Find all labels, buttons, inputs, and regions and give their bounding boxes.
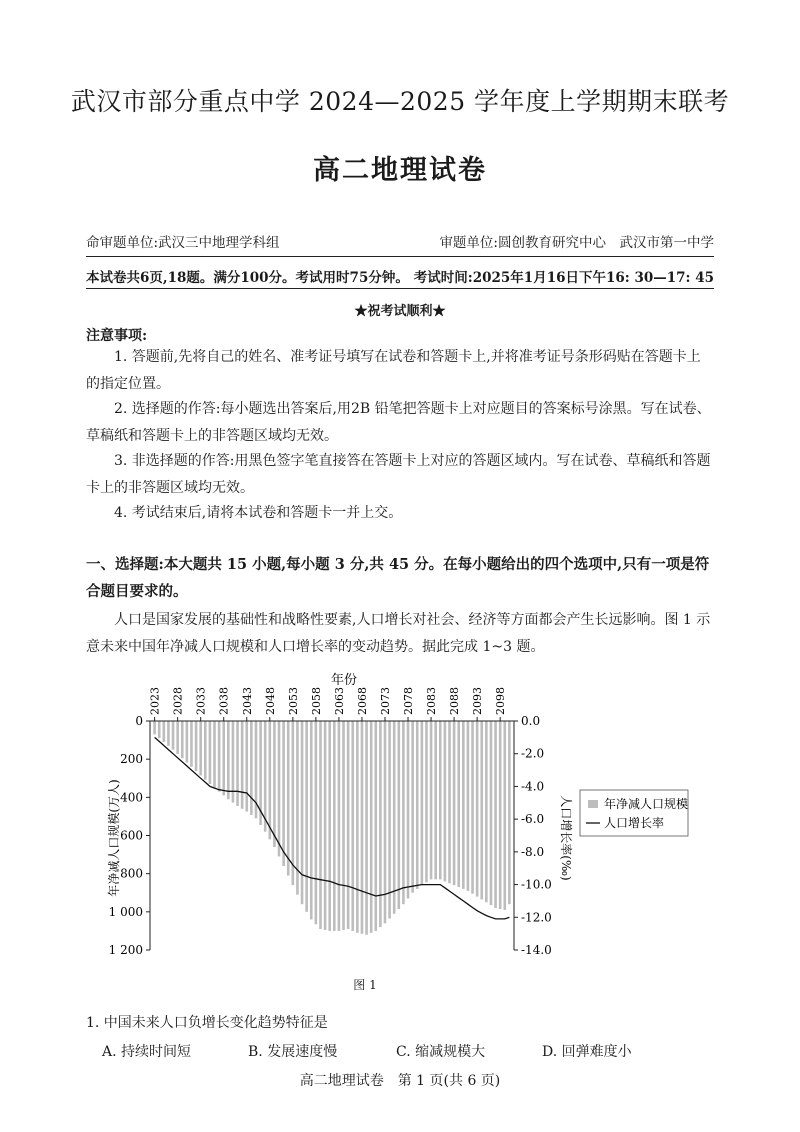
- x-tick-label: 2058: [309, 687, 323, 715]
- bar: [292, 721, 295, 885]
- bar: [204, 721, 207, 780]
- bar: [361, 721, 364, 934]
- chart-title: 年份: [330, 673, 358, 688]
- note-item: 3. 非选择题的作答:用黑色签字笔直接答在答题卡上对应的答题区域内。写在试卷、草稿纸和答题卡上的非答题区域均无效。: [86, 453, 711, 496]
- bar: [319, 721, 322, 929]
- author-unit: 命审题单位:武汉三中地理学科组: [86, 235, 280, 251]
- y-right-tick-label: -6.0: [521, 812, 545, 827]
- legend-line-label: 人口增长率: [604, 816, 665, 830]
- bar: [195, 721, 198, 771]
- section-heading: 一、选择题:本大题共 15 小题,每小题 3 分,共 45 分。在每小题给出的四个选项中,只有一项是符合题目要求的。: [86, 556, 710, 600]
- bar: [444, 721, 447, 881]
- y-left-tick-label: 0: [135, 714, 143, 728]
- bar: [402, 721, 405, 904]
- bar: [338, 721, 341, 931]
- y-left-tick-label: 400: [120, 790, 143, 805]
- exam-time: 考试时间:2025年1月16日下午16: 30—17: 45: [413, 270, 714, 286]
- bar: [218, 721, 221, 792]
- option-b: B. 发展速度慢: [248, 1044, 338, 1060]
- notes-heading: 注意事项:: [86, 328, 148, 344]
- bar: [186, 721, 189, 763]
- bar: [384, 721, 387, 923]
- bar: [374, 721, 377, 931]
- y-right-label: 人口增长率(‰): [559, 795, 573, 881]
- question-stem: 1. 中国未来人口负增长变化趋势特征是: [86, 1015, 328, 1031]
- bar: [434, 721, 437, 879]
- bar: [462, 721, 465, 889]
- y-right-tick-labels: [514, 714, 552, 957]
- x-tick-label: 2068: [355, 687, 369, 715]
- x-tick-label: 2078: [402, 687, 416, 715]
- bar: [476, 721, 479, 897]
- y-right-tick-label: -4.0: [521, 779, 545, 794]
- y-left-tick-label: 1 000: [108, 904, 143, 919]
- y-left-label: 年净减人口规模(万人): [107, 779, 121, 897]
- bar: [448, 721, 451, 883]
- option-d: D. 回弹难度小: [542, 1044, 632, 1060]
- bar: [324, 721, 327, 930]
- y-left-tick-label: 1 200: [108, 943, 143, 957]
- section-intro: 人口是国家发展的基础性和战略性要素,人口增长对社会、经济等方面都会产生长远影响。图 1 示意未来中国年净减人口规模和人口增长率的变动趋势。据此完成 1~3 题。: [86, 612, 711, 655]
- growth-rate-line: [155, 737, 510, 919]
- legend-bar-swatch: [588, 800, 598, 808]
- bar: [416, 721, 419, 889]
- y-right-tick-label: -2.0: [521, 746, 545, 761]
- bar: [328, 721, 331, 931]
- bar: [213, 721, 216, 788]
- note-item: 1. 答题前,先将自己的姓名、准考证号填写在试卷和答题卡上,并将准考证号条形码贴在答题卡上的指定位置。: [86, 349, 701, 392]
- bar: [411, 721, 414, 893]
- bar: [503, 721, 506, 910]
- x-tick-label: 2073: [378, 687, 392, 715]
- page-footer: 高二地理试卷 第 1 页(共 6 页): [299, 1073, 501, 1089]
- bar: [370, 721, 373, 933]
- x-tick-label: 2033: [194, 687, 208, 715]
- figure-caption: 图 1: [353, 978, 377, 992]
- bar: [439, 721, 442, 879]
- bar: [227, 721, 230, 799]
- bar: [264, 721, 267, 832]
- bar: [305, 721, 308, 912]
- bar: [199, 721, 202, 775]
- bar: [315, 721, 318, 924]
- x-tick-label: 2023: [148, 687, 162, 715]
- bar: [333, 721, 336, 931]
- x-tick-label: 2043: [240, 687, 254, 715]
- bar: [430, 721, 433, 879]
- bar: [421, 721, 424, 885]
- bar: [232, 721, 235, 803]
- y-right-tick-label: -8.0: [521, 844, 545, 859]
- bar: [393, 721, 396, 914]
- bar: [209, 721, 212, 784]
- bar: [310, 721, 313, 919]
- bar: [342, 721, 345, 930]
- bar: [273, 721, 276, 847]
- bar: [158, 721, 161, 738]
- bar: [236, 721, 239, 806]
- bar: [365, 721, 368, 935]
- bar: [485, 721, 488, 902]
- x-tick-labels: [149, 687, 508, 721]
- bar: [245, 721, 248, 812]
- x-tick-label: 2088: [448, 687, 462, 715]
- y-right-tick-label: -10.0: [521, 877, 552, 892]
- bar: [494, 721, 497, 908]
- bar: [163, 721, 166, 742]
- y-left-tick-label: 600: [120, 828, 143, 843]
- note-item: 4. 考试结束后,请将本试卷和答题卡一并上交。: [114, 505, 403, 521]
- bar: [301, 721, 304, 904]
- bar: [347, 721, 350, 929]
- chart-legend: [580, 790, 688, 836]
- reviewer-unit: 审题单位:圆创教育研究中心 武汉市第一中学: [439, 235, 714, 251]
- bar: [250, 721, 253, 815]
- paper-info: 本试卷共6页,18题。满分100分。考试用时75分钟。: [86, 270, 409, 286]
- x-tick-label: 2083: [425, 687, 439, 715]
- x-tick-label: 2053: [286, 687, 300, 715]
- exam-title: 武汉市部分重点中学 2024—2025 学年度上学期期末联考: [70, 87, 730, 116]
- bar: [181, 721, 184, 758]
- bar: [278, 721, 281, 856]
- bar: [222, 721, 225, 795]
- option-c: C. 缩减规模大: [396, 1044, 486, 1060]
- bar: [282, 721, 285, 866]
- note-item: 2. 选择题的作答:每小题选出答案后,用2B 铅笔把答题卡上对应题目的答案标号涂黑。写在试卷、草稿纸和答题卡上的非答题区域均无效。: [86, 401, 711, 444]
- y-left-tick-label: 800: [120, 866, 143, 881]
- x-tick-label: 2098: [494, 687, 508, 715]
- bar: [480, 721, 483, 899]
- legend-bar-label: 年净减人口规模: [604, 797, 689, 811]
- bar: [467, 721, 470, 891]
- option-a: A. 持续时间短: [102, 1044, 192, 1060]
- x-tick-label: 2093: [471, 687, 485, 715]
- bar: [287, 721, 290, 876]
- y-left-tick-label: 200: [120, 752, 143, 767]
- bar: [508, 721, 511, 904]
- bar: [499, 721, 502, 909]
- bar: [379, 721, 382, 927]
- bar: [176, 721, 179, 754]
- bar-series: [153, 721, 510, 935]
- y-right-tick-label: 0.0: [521, 714, 541, 728]
- bar: [268, 721, 271, 839]
- bar: [490, 721, 493, 905]
- x-tick-label: 2038: [217, 687, 231, 715]
- bar: [398, 721, 401, 909]
- bar: [167, 721, 170, 746]
- bar: [172, 721, 175, 750]
- bar: [356, 721, 359, 933]
- blessing: ★祝考试顺利★: [354, 304, 446, 319]
- bar: [471, 721, 474, 894]
- bar: [241, 721, 244, 809]
- bar: [407, 721, 410, 898]
- bar: [190, 721, 193, 767]
- bar: [351, 721, 354, 931]
- bar: [457, 721, 460, 887]
- bar: [388, 721, 391, 919]
- bar: [425, 721, 428, 882]
- paper-subtitle: 高二地理试卷: [313, 155, 487, 186]
- y-right-tick-label: -12.0: [521, 910, 552, 925]
- bar: [453, 721, 456, 885]
- bar: [153, 721, 156, 734]
- y-right-tick-label: -14.0: [521, 943, 552, 957]
- x-tick-label: 2048: [263, 687, 277, 715]
- x-tick-label: 2028: [171, 687, 185, 715]
- x-tick-label: 2063: [332, 687, 346, 715]
